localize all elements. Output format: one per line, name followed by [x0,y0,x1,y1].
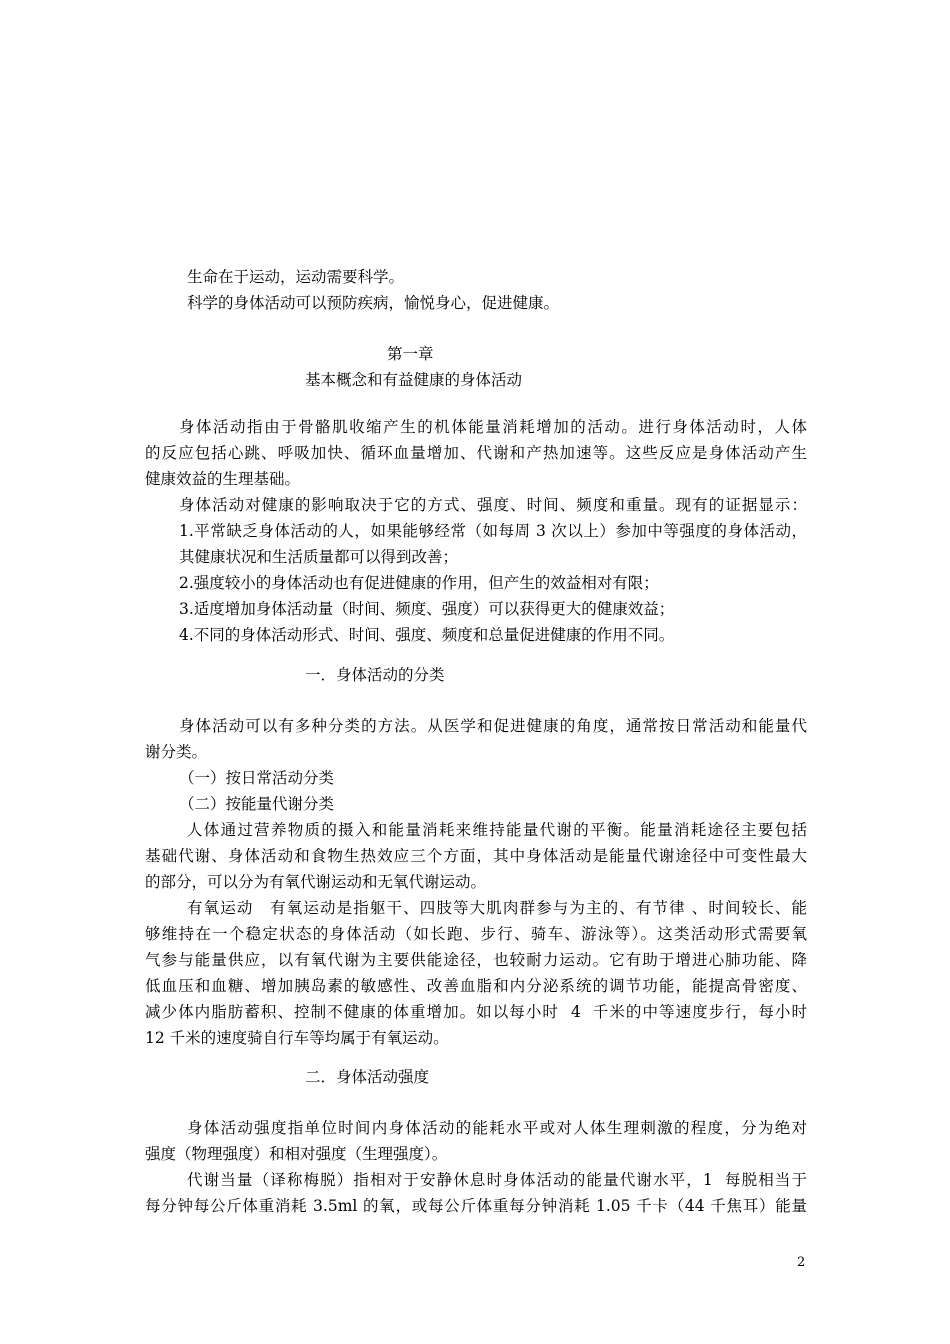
met-line-1: 代谢当量（译称梅脱）指相对于安静休息时身体活动的能量代谢水平，1 每脱相当于 [187,1171,807,1189]
section1-sub2: （二）按能量代谢分类 [179,795,335,813]
energy-line-3: 的部分，可以分为有氧代谢运动和无氧代谢运动。 [145,873,487,891]
section1-intro-line-1: 身体活动可以有多种分类的方法。从医学和促进健康的角度，通常按日常活动和能量代 [179,717,807,735]
aerobic-line-5: 减少体内脂肪蓄积、控制不健康的体重增加。如以每小时 4 千米的中等速度步行，每小时 [145,1003,807,1021]
chapter-number: 第一章 [387,345,434,363]
section2-line-1: 身体活动强度指单位时间内身体活动的能耗水平或对人体生理刺激的程度，分为绝对 [187,1119,807,1137]
para2-line-3: 其健康状况和生活质量都可以得到改善； [179,548,459,566]
para1-line-3: 健康效益的生理基础。 [145,470,301,488]
energy-line-1: 人体通过营养物质的摄入和能量消耗来维持能量代谢的平衡。能量消耗途径主要包括 [187,821,807,839]
section1-sub1: （一）按日常活动分类 [179,769,335,787]
para1-line-1: 身体活动指由于骨骼肌收缩产生的机体能量消耗增加的活动。进行身体活动时，人体 [179,418,807,436]
para2-line-4: 2.强度较小的身体活动也有促进健康的作用，但产生的效益相对有限； [179,574,659,592]
section2-heading: 二．身体活动强度 [305,1068,430,1086]
energy-line-2: 基础代谢、身体活动和食物生热效应三个方面，其中身体活动是能量代谢途径中可变性最大 [145,847,807,865]
met-line-2: 每分钟每公斤体重消耗 3.5ml 的氧，或每公斤体重每分钟消耗 1.05 千卡（44 千焦耳）能量 [145,1197,807,1215]
section2-line-2: 强度（物理强度）和相对强度（生理强度）。 [145,1145,448,1163]
aerobic-line-1: 有氧运动 有氧运动是指躯干、四肢等大肌肉群参与为主的、有节律 、时间较长、能 [187,899,807,917]
page-number: 2 [797,1255,806,1270]
para2-line-2: 1.平常缺乏身体活动的人，如果能够经常（如每周 3 次以上）参加中等强度的身体活动， [179,522,807,540]
aerobic-line-2: 够维持在一个稳定状态的身体活动（如长跑、步行、骑车、游泳等）。这类活动形式需要氧 [145,925,807,943]
para2-line-5: 3.适度增加身体活动量（时间、频度、强度）可以获得更大的健康效益； [179,600,675,618]
para1-line-2: 的反应包括心跳、呼吸加快、循环血量增加、代谢和产热加速等。这些反应是身体活动产生 [145,444,807,462]
aerobic-line-4: 低血压和血糖、增加胰岛素的敏感性、改善血脂和内分泌系统的调节功能，能提高骨密度、 [145,977,807,995]
section1-heading: 一．身体活动的分类 [305,666,445,684]
para2-line-6: 4.不同的身体活动形式、时间、强度、频度和总量促进健康的作用不同。 [179,626,675,644]
para2-line-1: 身体活动对健康的影响取决于它的方式、强度、时间、频度和重量。现有的证据显示： [179,496,807,514]
intro-line-1: 生命在于运动，运动需要科学。 [187,268,405,286]
intro-line-2: 科学的身体活动可以预防疾病，愉悦身心，促进健康。 [187,294,560,312]
chapter-title: 基本概念和有益健康的身体活动 [305,371,523,389]
aerobic-line-3: 气参与能量供应，以有氧代谢为主要供能途径，也较耐力运动。它有助于增进心肺功能、降 [145,951,807,969]
section1-intro-line-2: 谢分类。 [145,743,208,761]
aerobic-line-6: 12 千米的速度骑自行车等均属于有氧运动。 [145,1029,449,1047]
